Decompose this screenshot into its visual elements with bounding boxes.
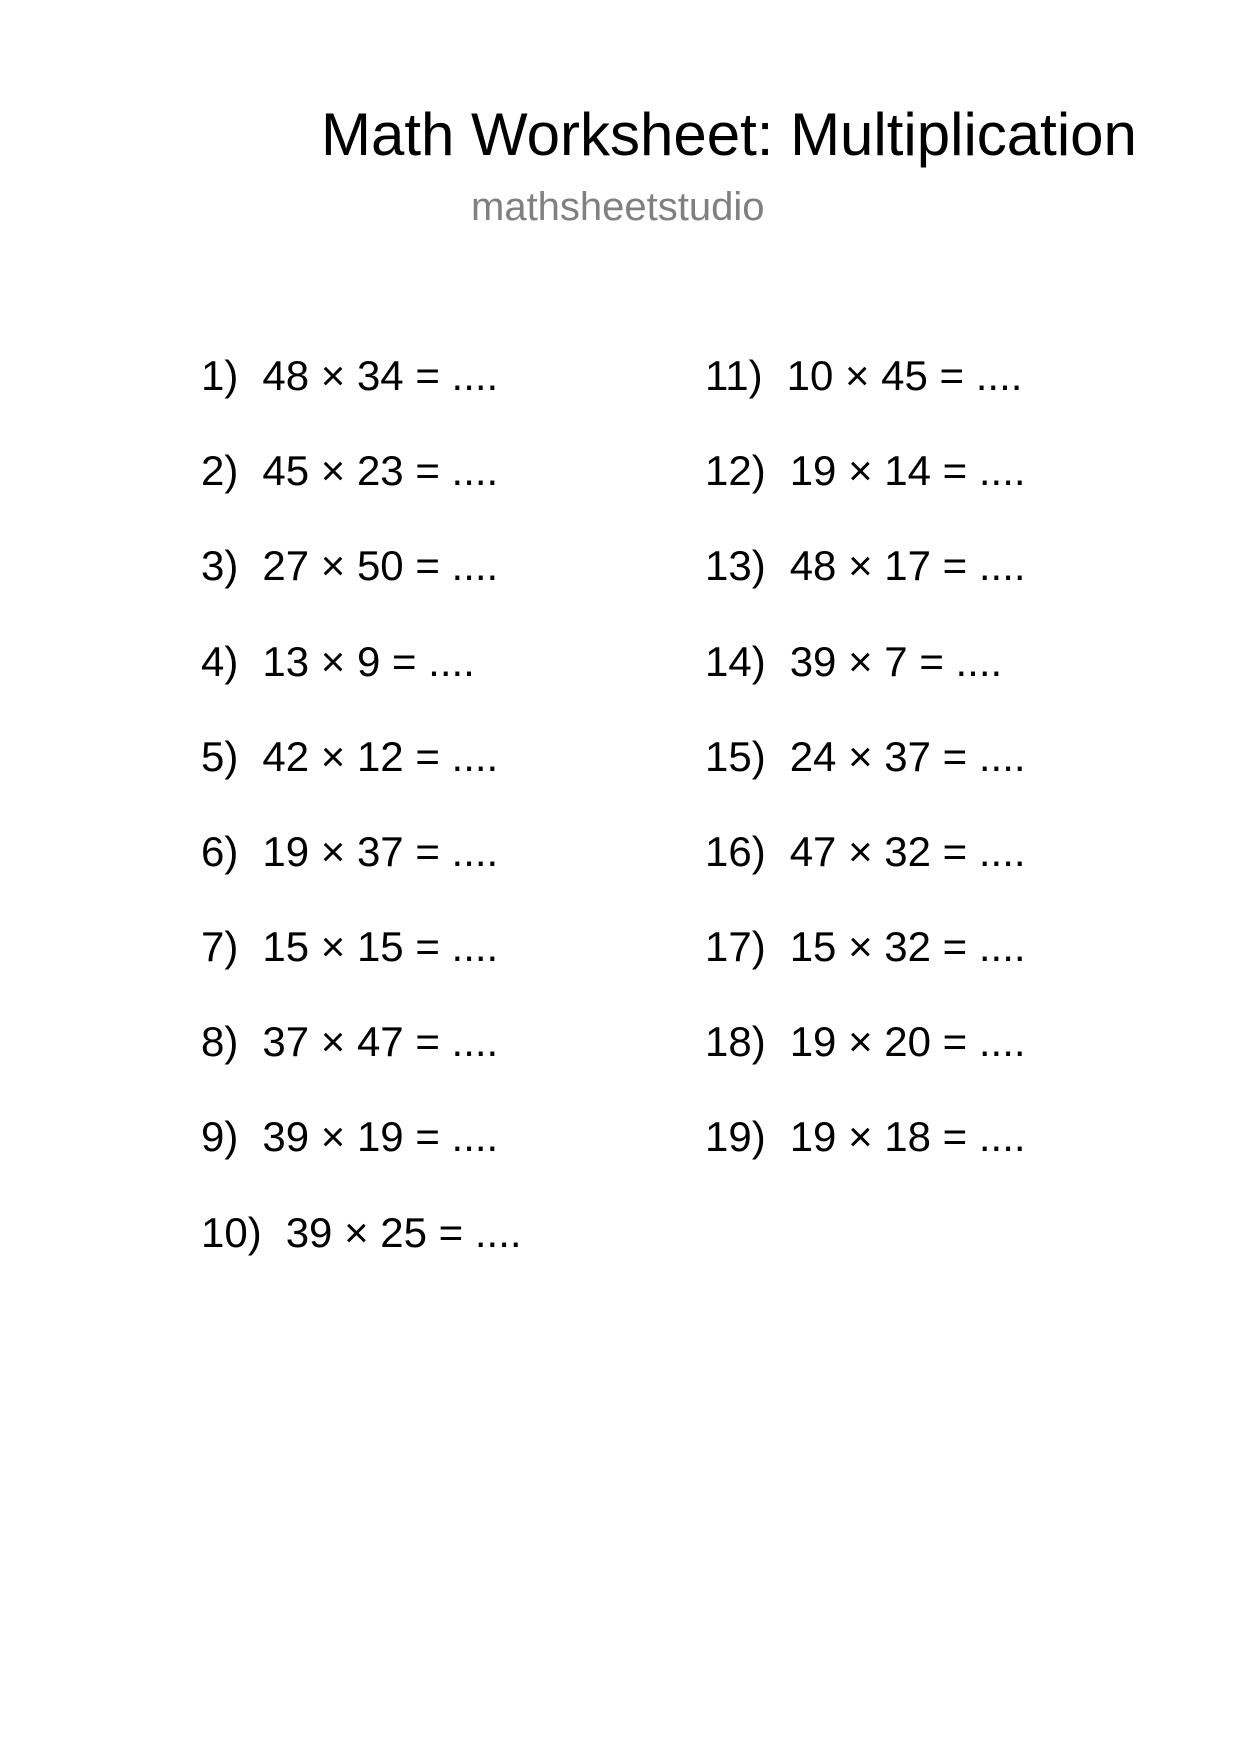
problem-expression: 45 × 23 = .... bbox=[262, 447, 499, 494]
problem-expression: 15 × 15 = .... bbox=[262, 923, 499, 970]
problem-number: 4) bbox=[201, 638, 239, 685]
problem-item bbox=[201, 1018, 498, 1066]
problem-expression: 15 × 32 = .... bbox=[789, 923, 1026, 970]
problem-item bbox=[201, 828, 498, 876]
problem-expression: 19 × 14 = .... bbox=[789, 447, 1026, 494]
brand-name: mathsheetstudio bbox=[471, 185, 765, 229]
problem-item bbox=[201, 733, 498, 781]
problem-item bbox=[201, 352, 498, 400]
problem-number: 13) bbox=[705, 542, 766, 589]
problem-expression: 19 × 18 = .... bbox=[789, 1113, 1026, 1160]
problem-number: 7) bbox=[201, 923, 239, 970]
problem-number: 12) bbox=[705, 447, 766, 494]
problem-number: 15) bbox=[705, 733, 766, 780]
problem-expression: 27 × 50 = .... bbox=[262, 542, 499, 589]
problem-expression: 19 × 20 = .... bbox=[789, 1018, 1026, 1065]
problem-item bbox=[201, 542, 498, 590]
problem-number: 16) bbox=[705, 828, 766, 875]
problem-item bbox=[705, 733, 1026, 781]
problem-number: 2) bbox=[201, 447, 239, 494]
problem-expression: 42 × 12 = .... bbox=[262, 733, 499, 780]
problem-item bbox=[201, 447, 498, 495]
problem-item bbox=[705, 542, 1026, 590]
problem-number: 8) bbox=[201, 1018, 239, 1065]
problem-number: 17) bbox=[705, 923, 766, 970]
problem-number: 1) bbox=[201, 352, 239, 399]
problem-number: 14) bbox=[705, 638, 766, 685]
worksheet-title: Math Worksheet: Multiplication bbox=[321, 101, 1137, 168]
problem-item bbox=[201, 923, 498, 971]
problem-expression: 10 × 45 = .... bbox=[786, 352, 1023, 399]
problem-item bbox=[705, 638, 1002, 686]
problem-expression: 47 × 32 = .... bbox=[789, 828, 1026, 875]
problem-expression: 19 × 37 = .... bbox=[262, 828, 499, 875]
problem-number: 18) bbox=[705, 1018, 766, 1065]
problem-item bbox=[705, 447, 1026, 495]
problem-expression: 24 × 37 = .... bbox=[789, 733, 1026, 780]
problem-expression: 39 × 25 = .... bbox=[285, 1209, 522, 1256]
problem-number: 11) bbox=[705, 352, 763, 399]
problem-item bbox=[705, 1018, 1026, 1066]
problem-item bbox=[705, 828, 1026, 876]
problem-item bbox=[201, 1209, 522, 1257]
problem-item bbox=[201, 1113, 498, 1161]
problem-number: 3) bbox=[201, 542, 239, 589]
problem-item bbox=[705, 352, 1022, 400]
problem-item bbox=[705, 1113, 1026, 1161]
problem-expression: 37 × 47 = .... bbox=[262, 1018, 499, 1065]
problem-number: 5) bbox=[201, 733, 239, 780]
problem-item bbox=[705, 923, 1026, 971]
problem-number: 10) bbox=[201, 1209, 262, 1256]
problem-number: 19) bbox=[705, 1113, 766, 1160]
problem-expression: 39 × 19 = .... bbox=[262, 1113, 499, 1160]
problem-number: 9) bbox=[201, 1113, 239, 1160]
problem-number: 6) bbox=[201, 828, 239, 875]
problem-expression: 13 × 9 = .... bbox=[262, 638, 475, 685]
problem-expression: 39 × 7 = .... bbox=[789, 638, 1003, 685]
problem-item bbox=[201, 638, 475, 686]
problem-expression: 48 × 34 = .... bbox=[262, 352, 499, 399]
problem-expression: 48 × 17 = .... bbox=[789, 542, 1026, 589]
